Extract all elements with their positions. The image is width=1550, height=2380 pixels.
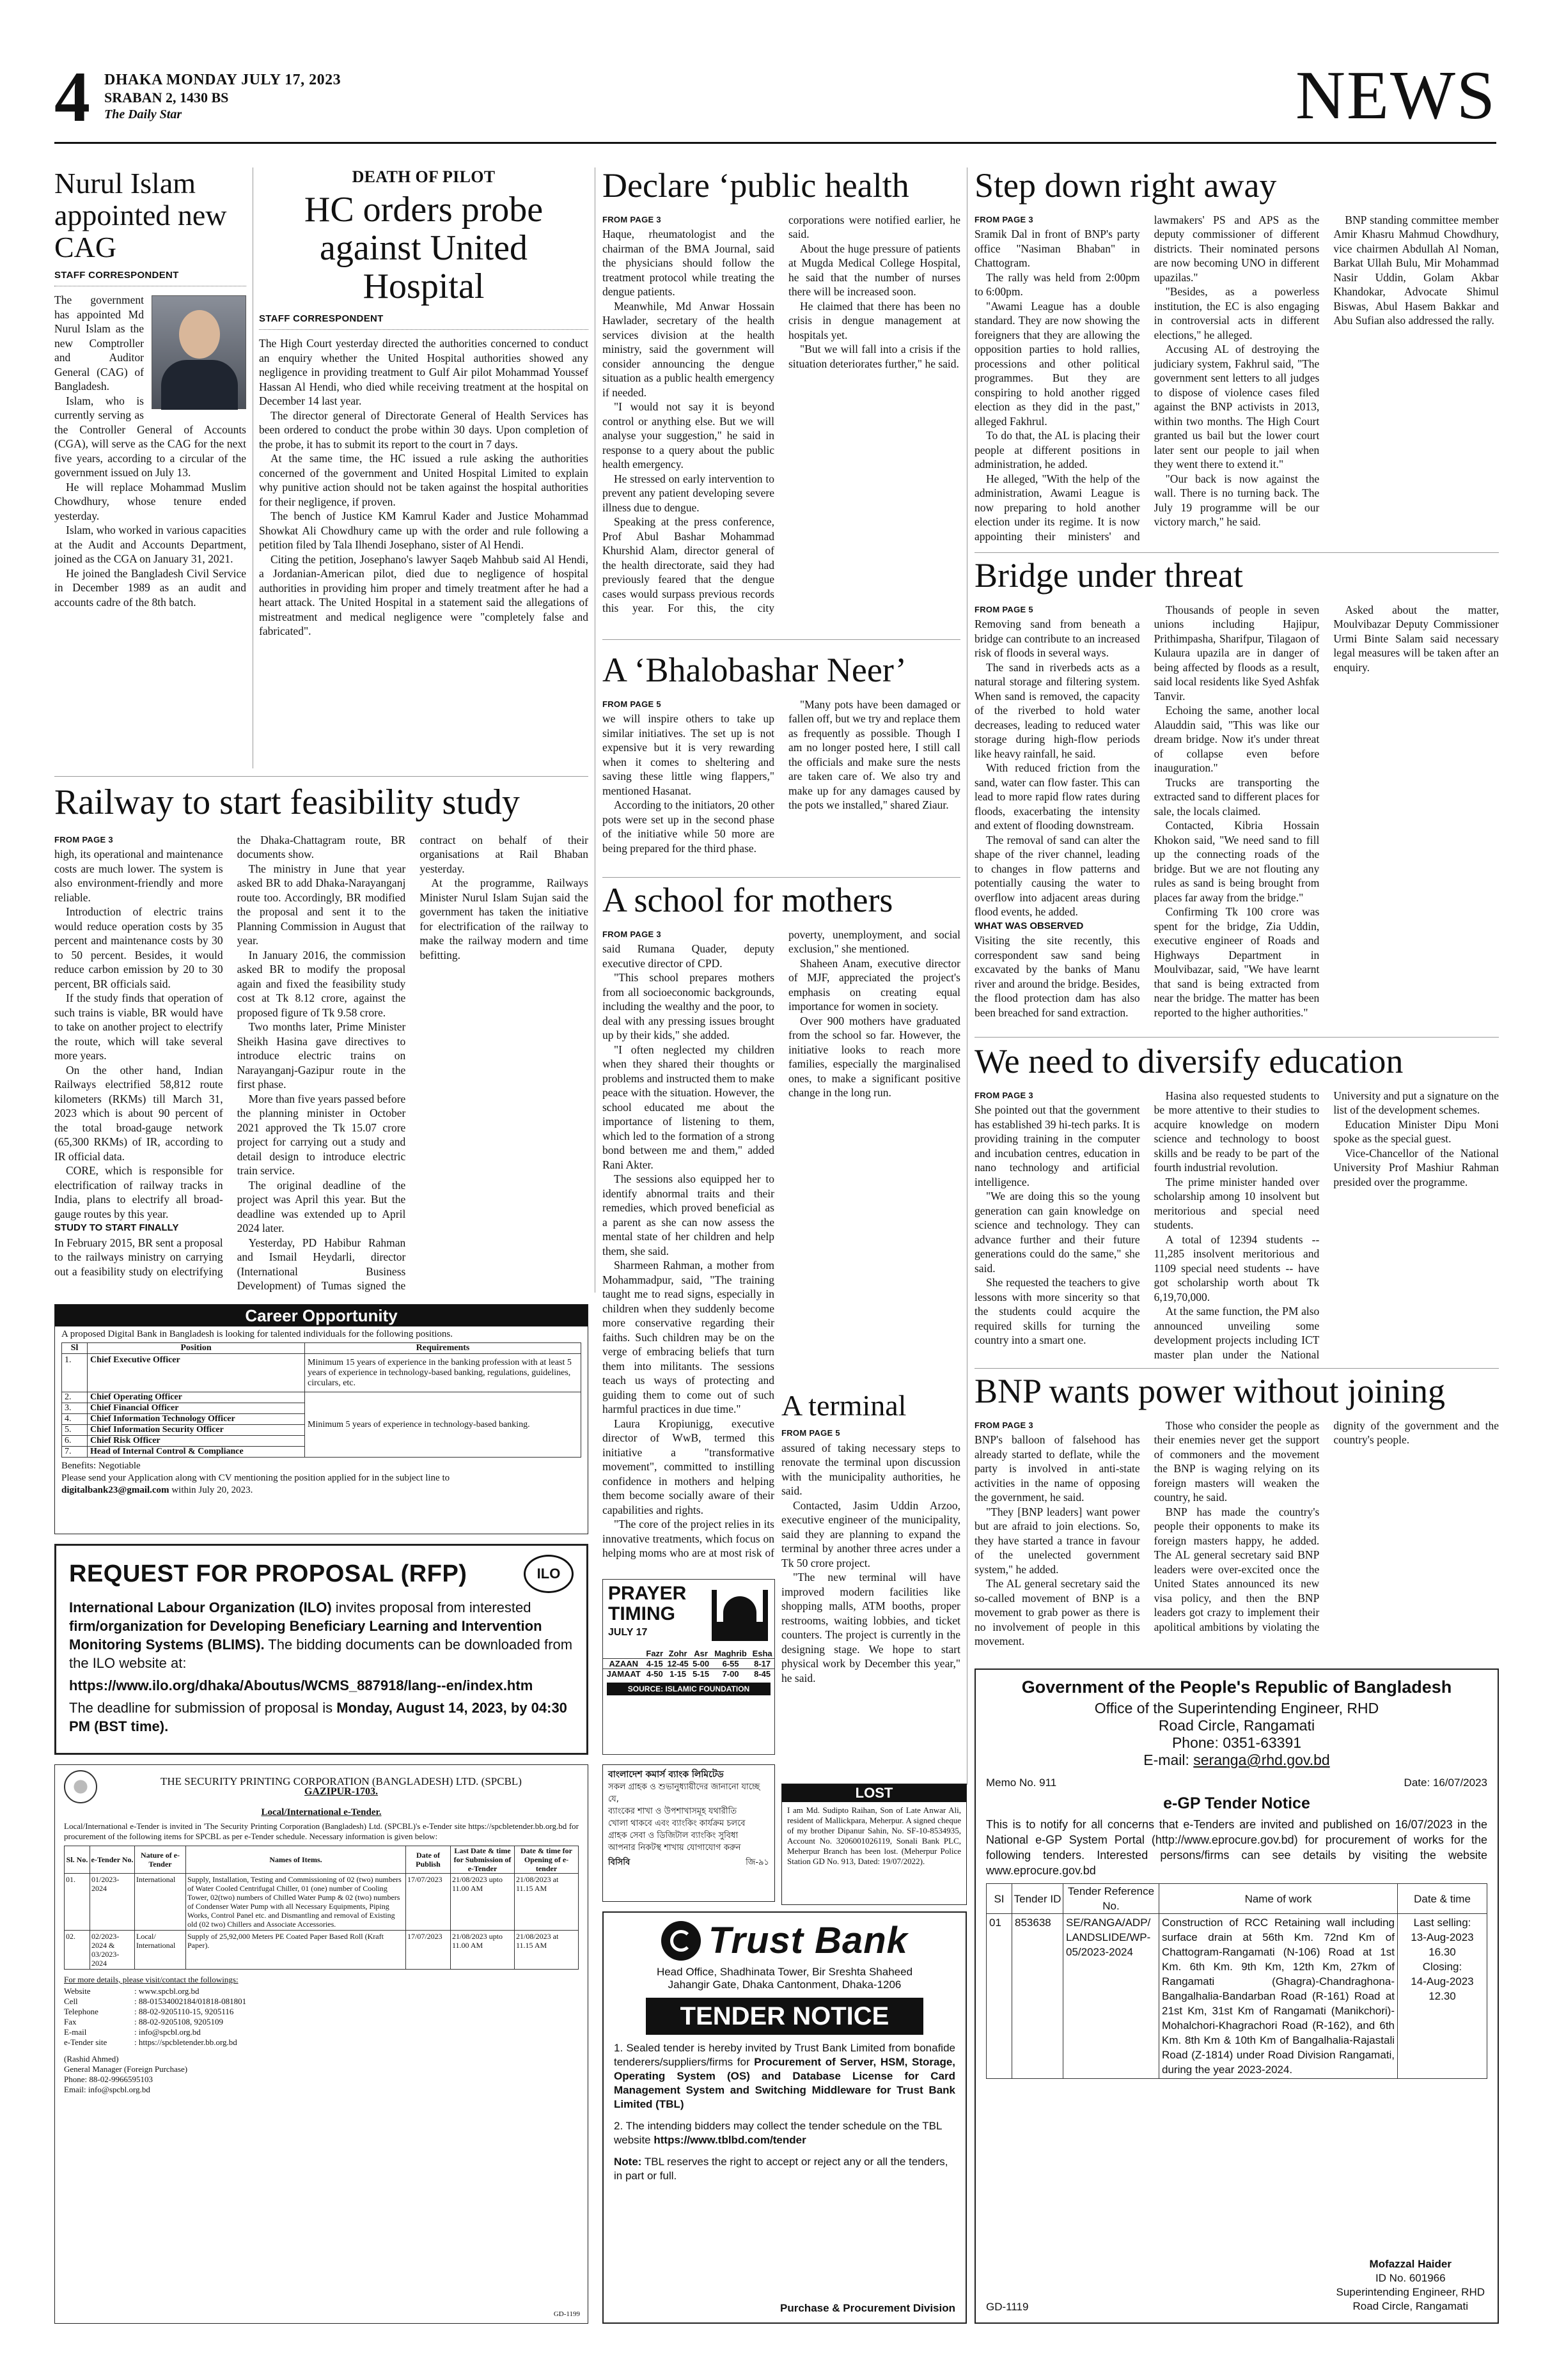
contact-label: E-mail — [64, 2027, 87, 2037]
subhead: STUDY TO START FINALLY — [54, 1222, 179, 1234]
article-bridge-under-threat — [975, 557, 1499, 1031]
cell: 7. — [62, 1447, 88, 1458]
contact-label: Telephone — [64, 2007, 98, 2016]
paragraph: Haque, rheumatologist and the chairman of the BMA Journal, said the physicians should follow the treatment protocol while treating the dengue patients. — [602, 228, 774, 299]
paragraph: The sand in riverbeds acts as a natural storage and filtering system. When sand is removed, the capacity of the riverbed to hold water decreases, leading to reduced water storage during high-flow periods like heavy rainfall, he said. — [975, 660, 1140, 760]
rhd-email-label: E-mail: — [1143, 1752, 1194, 1768]
bangla-line: সকল গ্রাহক ও শুভানুধ্যায়ীদের জানানো যাচ্ছে যে, — [608, 1782, 760, 1804]
cell: 1-15 — [669, 1669, 687, 1679]
rhd-title: e-GP Tender Notice — [1163, 1794, 1310, 1812]
rfp-url[interactable]: https://www.ilo.org/dhaka/Aboutus/WCMS_887918/lang--en/index.htm — [69, 1677, 533, 1693]
col: Date & time — [1398, 1884, 1487, 1914]
cell: 12-45 — [667, 1659, 689, 1668]
spcbl-table — [64, 1846, 579, 1970]
paragraph: Vice-Chancellor of the National University Prof Mashiur Rahman presided over the programme. — [1333, 1146, 1499, 1188]
ad-title: Career Opportunity — [55, 1305, 588, 1326]
headline: HC orders probe against United Hospital — [304, 190, 544, 306]
paragraph: At the same time, the HC issued a rule asking the authorities concerned of the government and United Hospital Limited to explain why punitive action should not be taken against the hospital authorities for their negligence, if proven. — [259, 452, 588, 508]
col-position: Position — [88, 1343, 305, 1354]
last-selling-time: 16.30 — [1429, 1946, 1456, 1958]
col: SI — [987, 1884, 1012, 1914]
from-page: FROM PAGE 3 — [602, 214, 661, 224]
paragraph: Over 900 mothers have graduated from the school so far. However, the initiative looks to reach more families, especially the marginalised ones, to make a significant positive change in the long run. — [788, 1014, 960, 1100]
prayer-title: TIMING — [608, 1603, 675, 1624]
positions-table — [61, 1342, 581, 1458]
rfp-scope: firm/organization for Developing Beneficiary Learning and Intervention Monitoring Systems (BLIMS). — [69, 1618, 542, 1653]
from-page: FROM PAGE 3 — [602, 929, 661, 939]
rhd-table — [986, 1883, 1487, 2079]
bangla-line: আপনার নিকটস্থ শাখায় যোগাযোগ করুন — [608, 1843, 741, 1853]
headline: A terminal — [781, 1390, 907, 1422]
cell: SE/RANGA/ADP/LANDSLIDE/WP-05/2023-2024 — [1063, 1914, 1159, 2079]
col: Date of Publish — [406, 1846, 451, 1874]
paragraph: Confirming Tk 100 crore was spent for the bridge, Zia Uddin, executive engineer of Roads and Highways Department in Moulvibazar, said, "We have learnt that sand is being extracted from near the bridge. The matter has been reported to the higher authorities." — [1154, 905, 1320, 1019]
cell: 5. — [62, 1425, 88, 1436]
article-railway — [54, 784, 588, 1295]
cell: 21/08/2023 at 11.15 AM — [515, 1931, 579, 1970]
paragraph: "Besides, as a powerless institution, the EC is also engaging in controversial acts in different elections," he alleged. — [1154, 285, 1320, 341]
cell: Esha — [752, 1649, 772, 1658]
cell: 6. — [62, 1436, 88, 1447]
col: e-Tender No. — [90, 1846, 135, 1874]
cell: 2. — [62, 1392, 88, 1403]
signatory: (Rashid Ahmed) — [64, 2054, 119, 2064]
paragraph: BNP has made the country's people their opponents to make its foreign masters happy, he added. The AL general secretary said BNP leaders were over-excited once the United States announced its new visa policy, and then the BNP leaders got crazy to implement their apolitical ambitions by violating the dignity of the government and the country's people. — [1154, 1419, 1499, 1633]
paragraph: BNP's balloon of falsehood has already started to deflate, while the party is involved in anti-state activities in the name of opposing the government, he said. — [975, 1433, 1140, 1504]
paragraph: "Our back is now against the wall. There is no turning back. The July 19 programme will be our victory march," he said. — [1154, 472, 1320, 529]
ad-lost — [781, 1784, 967, 1905]
col-requirements: Requirements — [305, 1343, 581, 1354]
cell: 7-00 — [722, 1669, 739, 1679]
paragraph: Introduction of electric trains would reduce operation costs by 35 percent and maintenance costs by 30 to 50 percent. Besides, it would reduce carbon emission by 20 to 30 percent, BR officials said. — [54, 905, 223, 990]
headline: We need to diversify education — [975, 1043, 1404, 1080]
cell: 1. — [62, 1354, 88, 1392]
article-terminal — [781, 1390, 960, 1780]
memo-date: Date: 16/07/2023 — [1404, 1777, 1487, 1789]
apply-deadline: within July 20, 2023. — [171, 1485, 253, 1495]
ad-spcbl-etender — [54, 1764, 588, 2324]
cell: 5-15 — [693, 1669, 710, 1679]
contact-value[interactable]: : www.spcbl.org.bd — [134, 1986, 200, 1996]
spcbl-place: GAZIPUR-1703. — [304, 1786, 379, 1797]
rhd-gov: Government of the People's Republic of Bangladesh — [1021, 1677, 1452, 1697]
spcbl-contacts — [64, 1986, 579, 2048]
tender-notice-title: TENDER NOTICE — [646, 1998, 923, 2035]
last-selling-date: 13-Aug-2023 — [1411, 1931, 1474, 1943]
rfp-text: invites proposal from interested — [331, 1599, 531, 1615]
cell: 17/07/2023 — [406, 1874, 451, 1931]
section-title: NEWS — [1296, 61, 1496, 134]
closing-time: 12.30 — [1429, 1990, 1456, 2002]
cell: 17/07/2023 — [406, 1931, 451, 1970]
paragraph: He will replace Mohammad Muslim Chowdhury, whose tenure ended yesterday. — [54, 480, 246, 522]
from-page: FROM PAGE 3 — [975, 1090, 1033, 1100]
paragraph: To do that, the AL is placing their people at different positions in administration, he added. — [975, 429, 1140, 471]
rhd-phone: Phone: 0351-63391 — [1171, 1734, 1302, 1751]
rfp-org: International Labour Organization (ILO) — [69, 1599, 332, 1615]
ad-rhd-egp-tender — [975, 1668, 1499, 2324]
paragraph: "Awami League has a double standard. They are now showing the foreigners that they are allowing the opposition parties to hold rallies, processions and other political programmes. But they are conspiring to hold another rigged election as they did in the past," alleged Fakhrul. — [975, 299, 1140, 428]
trust-url[interactable]: https://www.tblbd.com/tender — [654, 2134, 806, 2146]
cell: Minimum 5 years of experience in technology-based banking. — [305, 1392, 581, 1458]
trust-item1-scope: Procurement of Server, HSM, Storage, Operating System (OS) and Database License for Card Management System and Switching Middleware for Trust Bank Limited (TBL) — [614, 2056, 956, 2110]
paragraph: said Rumana Quader, deputy executive director of CPD. — [602, 942, 774, 970]
cell: 01. — [65, 1874, 90, 1931]
paragraph: Meanwhile, Md Anwar Hossain Hawlader, secretary of the health services division at the health ministry, said the government will consider announcing the dengue situation as a public health emergency if needed. — [602, 299, 774, 399]
lost-body: I am Md. Sudipto Raihan, Son of Late Anwar Ali, resident of Mallickpara, Meherpur. A signed cheque of my brother Dipanur Sahin, No. SF-10-8534935, Account No. 3206001026119, Sonali Bank PLC, Meherpur Branch has been lost. (Meherpur Police Station GD No. 913, Dated: 19/07/2022). — [787, 1805, 961, 1866]
prayer-date: JULY 17 — [608, 1627, 648, 1638]
closing-label: Closing: — [1422, 1961, 1462, 1973]
col: Names of Items. — [186, 1846, 406, 1874]
paragraph: Contacted, Jasim Uddin Arzoo, executive engineer of the municipality, said they are planning to expand the terminal by another three acres under a Tk 50 crore project. — [781, 1498, 960, 1569]
paragraph: On the other hand, Indian Railways electrified 58,812 route kilometers (RKMs) till March 31, 2023 which is about 90 percent of the total broad-gauge network (65,300 RKMs) of IR, according to IR official data. — [54, 1063, 223, 1163]
from-page: FROM PAGE 3 — [975, 1420, 1033, 1430]
ilo-logo: ILO — [524, 1555, 574, 1593]
paragraph: high, its operational and maintenance costs are much lower. The system is also environment-friendly and more reliable. — [54, 848, 223, 904]
paragraph: Those who consider the people as their enemies never get the support of commoners and the movement the BNP is waging relying on its foreign masters will weaken the country, he said. — [1154, 1419, 1320, 1504]
cell: 8-45 — [754, 1669, 771, 1679]
headline: Bridge under threat — [975, 557, 1243, 595]
article-bhalobashar-neer — [602, 652, 960, 869]
cell: International — [135, 1874, 186, 1931]
paragraph: Education Minister Dipu Moni spoke as the special guest. — [1333, 1117, 1499, 1146]
cell: Head of Internal Control & Compliance — [88, 1447, 305, 1458]
paragraph: Islam, who is currently serving as the Controller General of Accounts (CGA), will serve as the CAG for the next five years, according to a circular of the government issued on July 13. — [54, 394, 246, 479]
cell: Chief Risk Officer — [88, 1436, 305, 1447]
bangla-line: ব্যাংকের শাখা ও উপশাখাসমূহ যথারীতি — [608, 1807, 737, 1816]
cell: 4. — [62, 1414, 88, 1425]
cell: 02/2023-2024 & 03/2023-2024 — [90, 1931, 135, 1970]
contact-value: : 88-02-9205110-15, 9205116 — [134, 2007, 234, 2016]
paragraph: In January 2016, the commission asked BR to modify the proposal again and fixed the feasibility study cost at Tk 8.12 crore, against the proposed figure of Tk 9.58 crore. — [237, 948, 406, 1019]
paragraph: The High Court yesterday directed the authorities concerned to conduct an enquiry whether the United Hospital authorities showed any negligence in providing treatment to Gulf Air pilot Mohammad Youssef Hassan Al Hendi, who died while receiving treatment at the hospital on December 14 last year. — [259, 337, 588, 407]
ad-intro: A proposed Digital Bank in Bangladesh is looking for talented individuals for the following positions. — [61, 1329, 453, 1339]
paragraph: Removing sand from beneath a bridge can contribute to an increased risk of floods in several ways. — [975, 618, 1140, 660]
cell: 853638 — [1012, 1914, 1063, 2079]
dateline: DHAKA MONDAY JULY 17, 2023 — [104, 72, 341, 88]
paragraph: Thousands of people in seven unions including Hajipur, Prithimpasha, Sharifpur, Tilagaon of Kulaura upazila are in danger of being affected by floods as a result, said local residents like Syed Ashfak Tanvir. — [1154, 603, 1320, 703]
cell: 21/08/2023 at 11.15 AM — [515, 1874, 579, 1931]
portrait-photo — [152, 295, 246, 409]
rhd-office: Office of the Superintending Engineer, RHD — [1094, 1700, 1379, 1716]
prayer-source: SOURCE: ISLAMIC FOUNDATION — [607, 1683, 771, 1695]
paragraph: assured of taking necessary steps to renovate the terminal upon discussion with the municipality authorities, he said. — [781, 1441, 960, 1498]
paragraph: "I often neglected my children when they shared their thoughts or problems and instructed them to make peace with the situation. However, the school educated me about the importance of listening to them, which led to the formation of a strong bond between me and them," added Rani Akter. — [602, 1043, 774, 1171]
bangla-line: বাংলাদেশ কমার্স ব্যাংক লিমিটেড — [608, 1769, 724, 1780]
paragraph: Two months later, Prime Minister Sheikh Hasina gave directives to introduce electric trains on Narayanganj-Gazipur route in the first phase. — [237, 1020, 406, 1091]
paragraph: BNP standing committee member Amir Khasru Mahmud Chowdhury, vice chairmen Abdullah Al Noman, Barkat Ullah Bulu, Mir Mohammad Nasir Uddin, Golam Akbar Khandokar, Advocate Shimul Biswas, Abul Hasem Bakkar and Abu Sufian also addressed the rally. — [1333, 213, 1499, 327]
paragraph: She requested the teachers to give lessons with more sincerity so that the students could acquire the required skills for turning the country into a smart one. — [975, 1276, 1140, 1347]
cell: Chief Information Technology Officer — [88, 1414, 305, 1425]
headline: BNP wants power without joining — [975, 1373, 1445, 1410]
cell: 01 — [987, 1914, 1012, 2079]
rfp-text: The bidding documents can be downloaded from the ILO website at: — [69, 1637, 573, 1671]
paragraph: The original deadline of the project was April this year. But the deadline was extended up to April 2024 later. — [237, 1178, 406, 1235]
bangla-signature: বিসিবি — [608, 1858, 630, 1867]
cell: 4-15 — [646, 1659, 663, 1668]
rfp-title: REQUEST FOR PROPOSAL (RFP) — [69, 1560, 467, 1587]
cell: Chief Executive Officer — [88, 1354, 305, 1392]
paragraph: Shaheen Anam, executive director of MJF, appreciated the project's emphasis on creating equal importance for women in society. — [788, 956, 960, 1013]
apply-email[interactable]: digitalbank23@gmail.com — [61, 1485, 169, 1495]
paragraph: "The new terminal will have improved modern facilities like shopping malls, ATM booths, proper restrooms, waiting lobbies, and ticket counters. The project is currently in the designing stage. We hope to start physical work by December this year," he said. — [781, 1571, 960, 1684]
cell: 8-17 — [754, 1659, 771, 1668]
paragraph: Hasina also requested students to be more attentive to their studies to acquire knowledge on modern science and technology to boost skills and be ready to be part of the fourth industrial revolution. — [1154, 1089, 1320, 1174]
col: Tender Reference No. — [1063, 1884, 1159, 1914]
cell: Local/ International — [135, 1931, 186, 1970]
article-pilot — [259, 167, 588, 768]
byline: STAFF CORRESPONDENT — [259, 313, 384, 324]
cell: 21/08/2023 upto 11.00 AM — [451, 1931, 515, 1970]
byline: STAFF CORRESPONDENT — [54, 270, 179, 281]
paragraph: The ministry in June that year asked BR to add Dhaka-Narayanganj route too. Accordingly, BR modified the proposal and sent it to the Planning Commission in August that year. — [237, 862, 406, 947]
contact-label: e-Tender site — [64, 2037, 107, 2047]
paragraph: The AL general secretary said the so-called movement of BNP is a movement to grab power as there is no involvement of people in this movement. — [975, 1577, 1140, 1648]
contact-value: : 88-02-9205108, 9205109 — [134, 2017, 224, 2026]
from-page: FROM PAGE 5 — [602, 699, 661, 709]
contact-value[interactable]: : https://spcbletender.bb.org.bd — [134, 2037, 237, 2047]
bangla-date: SRABAN 2, 1430 BS — [104, 89, 229, 105]
bangla-line: খোলা থাকবে এবং ব্যাংকিং কার্যক্রম চলবে — [608, 1819, 746, 1828]
contact-label: Fax — [64, 2017, 77, 2026]
paragraph: If the study finds that operation of such trains is viable, BR would have to take on another project to electrify the route, which will take several more years. — [54, 992, 223, 1062]
paragraph: He joined the Bangladesh Civil Service in December 1989 as an audit and accounts cadre of the 8th batch. — [54, 566, 246, 609]
mosque-icon — [710, 1583, 769, 1645]
paragraph: The director general of Directorate General of Health Services has been ordered to conduct the probe within 30 days. Upon completion of the probe, it has to submit its report to the court in 7 days. — [259, 408, 588, 451]
paragraph: "They [BNP leaders] want power but are afraid to join elections. So, they have started a trance in favour of the unelected government system," he added. — [975, 1505, 1140, 1576]
col: Last Date & time for Submission of e-Tender — [451, 1846, 515, 1874]
apply-text: Please send your Application along with CV mentioning the position applied for in the subject line to — [61, 1473, 450, 1483]
spcbl-title: Local/International e-Tender. — [261, 1807, 382, 1817]
contact-value: : 88-01534002184/01818-081801 — [134, 1996, 247, 2006]
kicker: DEATH OF PILOT — [352, 167, 496, 186]
paragraph: Citing the petition, Josephano's lawyer Saqeb Mahbub said Al Hendi, a Jordanian-American pilot, died due to negligence of hospital authorities in providing him proper and timely treatment after he had a heart attack. The United Hospital in a statement said the allegations of mistreatment and medical negligence were "completely false and fabricated". — [259, 552, 588, 637]
sign-title: Superintending Engineer, RHD — [1336, 2286, 1485, 2298]
cell: Supply of 25,92,000 Meters PE Coated Paper Based Roll (Kraft Paper). — [186, 1931, 406, 1970]
sign-name: Mofazzal Haider — [1369, 2258, 1452, 2270]
ad-trust-bank-tender — [602, 1911, 967, 2324]
paragraph: Laura Kropiunigg, executive director of WwB, termed this initiative a "transformative movement", committed to instilling confidence in mothers and helping them become socially aware of their capabilities and rights. — [602, 1417, 774, 1516]
cell — [603, 1649, 645, 1659]
spcbl-intro: Local/International e-Tender is invited in 'The Security Printing Corporation (Bangladesh) Ltd. (SPCBL)'s e-Tender site https://spcbletender.bb.org.bd for procurement of the following items for SPCBL as per e-Tender schedule. Necessary information is given below: — [64, 1821, 579, 1841]
paragraph: The sessions also equipped her to identify abnormal traits and their remedies, which proved beneficial as a parent as she can now assess the mental state of her children and help them, she said. — [602, 1172, 774, 1257]
contact-value[interactable]: : info@spcbl.org.bd — [134, 2027, 201, 2037]
cell: Maghrib — [714, 1649, 747, 1658]
contact-label: Website — [64, 1986, 91, 1996]
prayer-table — [603, 1649, 774, 1679]
cell: 6-55 — [722, 1659, 739, 1668]
trust-item2: 2. The intending bidders may collect the tender schedule on the TBL website — [614, 2120, 942, 2146]
paragraph: The rally was held from 2:00pm to 6:00pm. — [975, 270, 1140, 299]
ad-code: GD-1119 — [986, 2301, 1029, 2313]
ad-bangla-bank — [602, 1764, 775, 1902]
memo-no: Memo No. 911 — [986, 1777, 1057, 1789]
paragraph: In February 2015, BR sent a proposal to the railways ministry on carrying out a feasibility study on electrifying the Dhaka-Chattagram route, BR documents show. — [54, 833, 406, 1278]
note-label: Note: — [614, 2156, 642, 2168]
paragraph: "The core of the project relies in its innovative treatments, which focus on helping moms who are at most risk of poverty, unemployment, and social exclusion," she mentioned. — [602, 928, 960, 1560]
headline: Nurul Islam appointed new CAG — [54, 167, 227, 263]
benefits: Benefits: Negotiable — [61, 1461, 141, 1471]
paragraph: Echoing the same, another local Alauddin said, "This was like our dream bridge. Now it's under threat of collapse even before inauguration." — [1154, 704, 1320, 775]
paragraph: With reduced friction from the sand, water can flow faster. This can lead to more rapid flow rates during floods, exacerbating the intensity and extent of flooding downstream. — [975, 761, 1140, 832]
lost-title: LOST — [782, 1784, 966, 1802]
headline: Railway to start feasibility study — [54, 784, 520, 822]
paragraph: Accusing AL of destroying the judiciary system, Fakhrul said, "The government sent letters to all judges to dispose of violence cases filed against the BNP activists in 2013, within two months. The High Court granted us bail but the lower court later sent our people to jail when they went there to extend it." — [1154, 343, 1320, 471]
from-page: FROM PAGE 5 — [975, 604, 1033, 614]
article-cag — [54, 167, 246, 768]
from-page: FROM PAGE 5 — [781, 1428, 840, 1438]
paragraph: He alleged, "With the help of the administration, Awami League is now preparing to hold another election under its regime. It is now appointing their ministers' and lawmakers' PS and APS as the deputy commissioner of different districts. Their nominated persons are now becoming UNO in different upazilas." — [975, 213, 1320, 543]
cell: 4-50 — [646, 1669, 663, 1679]
paragraph: The bench of Justice KM Kamrul Kader and Justice Mohammad Showkat Ali Chowdhury came up with the order and rule following a petition filed by Tala Ilhendi Josephano, sister of Al Hendi. — [259, 509, 588, 551]
col: Nature of e-Tender — [135, 1846, 186, 1874]
rfp-deadline-label: The deadline for submission of proposal is — [69, 1700, 337, 1716]
paragraph: Contacted, Kibria Hossain Khokon said, "We need sand to fill up the connecting roads of the bridge. But we are not flouting any rules as sand is being brought from places far away from the bridge." — [1154, 819, 1320, 904]
ad-code: GD-1199 — [553, 2310, 580, 2318]
paragraph: Asked about the matter, Moulvibazar Deputy Commissioner Urmi Binte Salam said necessary legal measures will be taken after an enquiry. — [1333, 603, 1499, 674]
headline: A school for mothers — [602, 882, 893, 919]
signatory-email: Email: info@spcbl.org.bd — [64, 2085, 150, 2094]
cell: 01/2023-2024 — [90, 1874, 135, 1931]
paragraph: Sramik Dal in front of BNP's party office "Nasiman Bhaban" in Chattogram. — [975, 228, 1140, 270]
paragraph: "But we will fall into a crisis if the situation deteriorates further," he said. — [788, 343, 960, 370]
paragraph: "This school prepares mothers from all socioeconomic backgrounds, including the wealthy and the poor, to deal with any pressing issues brought up by their kids," she added. — [602, 971, 774, 1042]
cell: 21/08/2023 upto 11.00 AM — [451, 1874, 515, 1931]
paragraph: Islam, who worked in various capacities at the Audit and Accounts Department, joined as the CGA on January 31, 2021. — [54, 524, 246, 565]
prayer-timing — [602, 1579, 775, 1755]
note-text: TBL reserves the right to accept or reject any or all the tenders, in part or full. — [614, 2156, 948, 2182]
col: Sl. No. — [65, 1846, 90, 1874]
paragraph: At the same function, the PM also announced unveiling some development projects including ICT master plan under the National University and put a signature on the list of the development schemes. — [1154, 1089, 1499, 1361]
paragraph: At the programme, Railways Minister Nurul Islam Sujan said the government has taken the initiative for electrification of the railway to make the railway modern and time befitting. — [419, 876, 588, 961]
rhd-road: Road Circle, Rangamati — [1158, 1717, 1315, 1734]
paragraph: He claimed that there has been no crisis in dengue management at hospitals yet. — [788, 299, 960, 341]
cell: Fazr — [646, 1649, 664, 1658]
sign-place: Road Circle, Rangamati — [1352, 2300, 1468, 2312]
paragraph: "I would not say it is beyond control or anything else. But we will analyse your suggestion," he said in response to a query about the public health emergency. — [602, 400, 774, 471]
trust-address: Jahangir Gate, Dhaka Cantonment, Dhaka-1206 — [668, 1979, 902, 1991]
rfp-deadline: Monday, August 14, 2023, by 04:30 PM (BST time). — [69, 1700, 567, 1734]
trust-bank-logo-icon — [661, 1921, 701, 1961]
paragraph: Yesterday, PD Habibur Rahman and Ismail Heydarli, director (International Business Development) of Tumas signed the contract on behalf of their organisations at Rail Bhaban yesterday. — [237, 833, 588, 1293]
bangla-line: গ্রাহক সেবা ও ডিজিটাল ব্যাংকিং সুবিধা — [608, 1831, 739, 1840]
trust-address: Head Office, Shadhinata Tower, Bir Sreshta Shaheed — [656, 1966, 913, 1978]
from-page: FROM PAGE 3 — [54, 834, 113, 844]
cell: 02. — [65, 1931, 90, 1970]
paragraph: According to the initiators, 20 other pots were set up in the second phase of the initiative while 50 more are being prepared for the third phase. — [602, 798, 774, 855]
ad-ilo-rfp — [54, 1544, 588, 1755]
cell: AZAAN — [609, 1659, 639, 1668]
paragraph: The removal of sand can alter the shape of the river channel, leading to changes in flow patterns and potentially causing the water to overflow into adjacent areas during flood events, he added. — [975, 833, 1140, 919]
paragraph: She pointed out that the government has established 39 hi-tech parks. It is providing training in the computer and incubation centres, education in nano technology and artificial intelligence. — [975, 1103, 1140, 1188]
cell: Chief Operating Officer — [88, 1392, 305, 1403]
spcbl-logo-icon — [64, 1770, 97, 1803]
closing-date: 14-Aug-2023 — [1411, 1975, 1474, 1987]
article-bnp-power — [975, 1373, 1499, 1661]
paper-logo: The Daily Star — [104, 107, 182, 121]
article-dengue — [602, 167, 960, 628]
trust-item1: 1. Sealed tender is hereby invited by Trust Bank Limited from bonafide tenderers/suppliers/firms for — [614, 2042, 955, 2068]
cell: 5-00 — [693, 1659, 710, 1668]
paragraph: The government has appointed Md Nurul Islam as the new Comptroller and Auditor General (CAG) of Bangladesh. — [54, 293, 144, 393]
paragraph: Sharmeen Rahman, a mother from Mohammadpur, said, "The training taught me to read signs, especially in children when they suddenly become more conservative regarding their faiths. Such children may be on the verge of embracing beliefs that turn them into militants. The sessions teach us ways of protecting and guiding them to come out of such harmful practices in due time." — [602, 1259, 774, 1416]
cell — [1398, 1914, 1487, 2079]
headline: Declare ‘public health — [602, 167, 909, 205]
paragraph: About the huge pressure of patients at Mugda Medical College Hospital, he said that the number of nurses there will be increased soon. — [788, 242, 960, 299]
col: Date & time for Opening of e-tender — [515, 1846, 579, 1874]
cell: Asr — [694, 1649, 708, 1658]
ad-code: জি-৯১ — [746, 1858, 769, 1867]
paragraph: More than five years passed before the planning minister in October 2021 approved the Tk 15.07 crore project for carrying out a study and detail design to introduce electric train service. — [237, 1092, 406, 1178]
cell: 3. — [62, 1403, 88, 1414]
spcbl-org: THE SECURITY PRINTING CORPORATION (BANGLADESH) LTD. (SPCBL) — [160, 1775, 522, 1787]
article-diversify-education — [975, 1043, 1499, 1363]
signatory-phone: Phone: 88-02-9966595103 — [64, 2074, 153, 2084]
last-selling-label: Last selling: — [1413, 1917, 1471, 1929]
paragraph: A total of 12394 students -- 11,285 insolvent meritorious and 1109 special need students -- have got scholarship worth about Tk 6,19,70,000. — [1154, 1233, 1320, 1303]
prayer-title: PRAYER — [608, 1583, 687, 1604]
trust-footer: Purchase & Procurement Division — [780, 2302, 955, 2314]
cell: Chief Financial Officer — [88, 1403, 305, 1414]
article-step-down — [975, 167, 1499, 545]
trust-bank-logo: Trust Bank — [708, 1920, 908, 1961]
rhd-email[interactable]: seranga@rhd.gov.bd — [1193, 1752, 1330, 1768]
ad-career-opportunity — [54, 1304, 588, 1534]
from-page: FROM PAGE 3 — [975, 214, 1033, 224]
paragraph: we will inspire others to take up similar initiatives. The set up is not expensive but it is very rewarding when it comes to sheltering and saving these little wing flappers," mentioned Hasanat. — [602, 712, 774, 797]
subhead: WHAT WAS OBSERVED — [975, 920, 1084, 931]
paragraph: Speaking at the press conference, Prof Abul Bashar Mohammad Khurshid Alam, director general of the health directorate, said they had previously feared that the dengue cases would surpass previous records this year. For this, the city corporations were notified earlier, he said. — [602, 213, 960, 615]
cell: JAMAAT — [606, 1669, 641, 1679]
col-sl: Sl — [62, 1343, 88, 1354]
cell: Supply, Installation, Testing and Commissioning of 02 (two) numbers of Water Cooled Centrifugal Chiller, 01 (one) number of Cooling Tower, 02(two) numbers of Chilled Water Pump & 02 (two) numbers of Condenser Water Pump with all Necessary Equipments, Piping Works, Control Panel etc. and Dismantling and removal of Existing old (02 two) Chillers and Associate Accessories. — [186, 1874, 406, 1931]
signatory-title: General Manager (Foreign Purchase) — [64, 2064, 188, 2074]
spcbl-more: For more details, please visit/contact the followings: — [64, 1975, 239, 1984]
paragraph: Visiting the site recently, this correspondent saw sand being excavated by the banks of Manu river and around the bridge. Besides, the flood protection dam has also been breached for sand extraction. — [975, 934, 1140, 1019]
rhd-intro: This is to notify for all concerns that e-Tenders are invited and published on 16/07/2023 in the National e-GP System Portal (http://www.eprocure.gov.bd) for procurement of works for the following tenders. Interested persons/firms can see details by visiting the website www.eprocure.gov.bd — [986, 1818, 1487, 1877]
paragraph: "We are doing this so the young generation can gain knowledge on science and technology. They can advance further and their future generations could do the same," she said. — [975, 1190, 1140, 1275]
headline: Step down right away — [975, 167, 1277, 205]
paragraph: "Many pots have been damaged or fallen off, but we try and replace them as frequently as possible. Though I am no longer posted here, I still call the officials and make sure the nests are taken care of. We also try and make up for any damages caused by the pots we installed," shared Ziaur. — [788, 697, 960, 812]
sign-id: ID No. 601966 — [1375, 2272, 1446, 2284]
col: Name of work — [1159, 1884, 1398, 1914]
page-number: 4 — [54, 61, 90, 137]
paragraph: CORE, which is responsible for electrification of railway tracks in India, plans to electrify all broad-gauge routes by this year. — [54, 1164, 223, 1220]
cell: Chief Information Security Officer — [88, 1425, 305, 1436]
contact-label: Cell — [64, 1996, 78, 2006]
headline: A ‘Bhalobashar Neer’ — [602, 652, 907, 689]
paragraph: He stressed on early intervention to prevent any patient developing severe illness due to dengue. — [602, 472, 774, 514]
cell: Construction of RCC Retaining wall including surface drain at 56th Km. 72nd Km of Chattogram-Rangamati (N-106) Road at 1st Km. 6th Km. 9th Km, 12th Km, 27km of Rangamati (Ghagra)-Chandraghona-Bangalhalia-Bandarban Road (R-161) Road at 21st Km, 31st Km of Rangamati (Manikchori)-Mohalchori-Khagrachori Road (R-162), and 6th Km. 8th Km & 10th Km of Bangalhalia-Rajastali Road (Z-1814) under Road Division Rangamati, during the year 2023-2024. — [1159, 1914, 1398, 2079]
cell: Minimum 15 years of experience in the banking profession with at least 5 years of experience in technology-based banking, regulations, guidelines, circulars, etc. — [305, 1354, 581, 1392]
paragraph: Trucks are transporting the extracted sand to different places for sale, the locals claimed. — [1154, 775, 1320, 818]
cell: Zohr — [668, 1649, 687, 1658]
paragraph: The prime minister handed over scholarship among 10 insolvent but meritorious and special need students. — [1154, 1175, 1320, 1232]
col: Tender ID — [1012, 1884, 1063, 1914]
